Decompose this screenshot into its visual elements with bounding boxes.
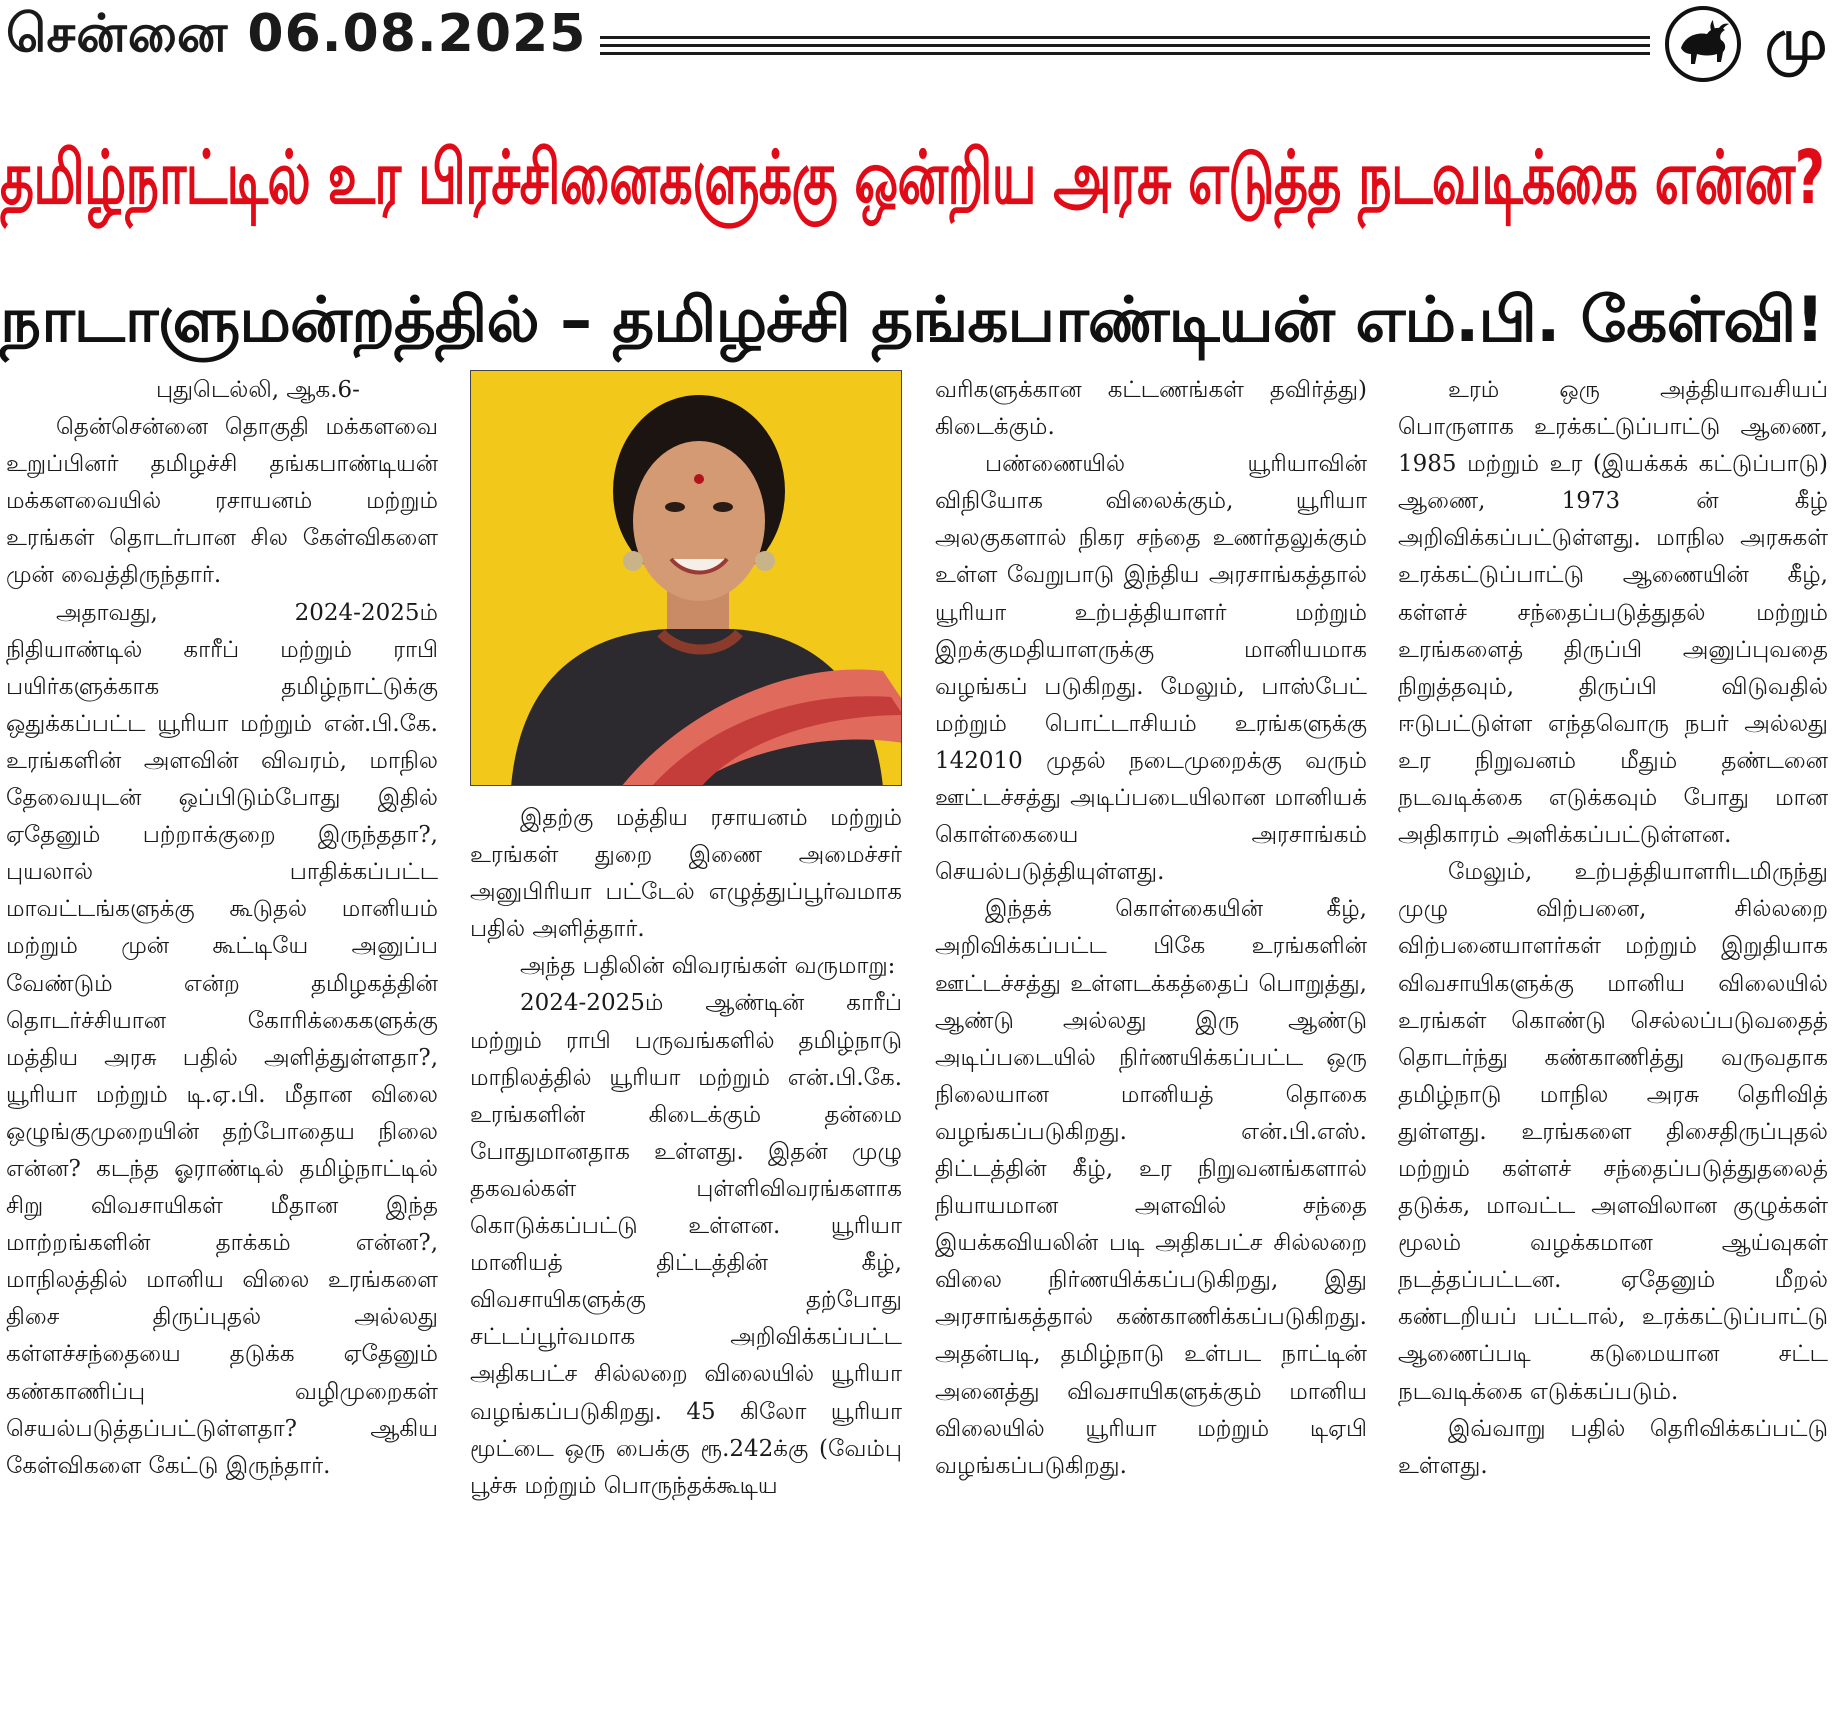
article-column-1 bbox=[6, 372, 438, 1485]
article-column-3 bbox=[935, 372, 1367, 1485]
masthead-rule bbox=[600, 52, 1650, 55]
masthead bbox=[0, 0, 1834, 96]
article-column-2 bbox=[470, 800, 902, 1505]
article-paragraph: இந்தக் கொள்கையின் கீழ், அறிவிக்கப்பட்ட பிகே உரங்களின் ஊட்டச்சத்து உள்ளடக்கத்தைப் பொறுத்து, ஆண்டு அல்லது இரு ஆண்டு அடிப்படையில் நிர்ணயிக்கப்பட்ட ஒரு நிலையான மானியத் தொகை வழங்கப்படுகிறது. என்.பி.எஸ். திட்டத்தின் கீழ், உர நிறுவனங்களால் நியாயமான அளவில் சந்தை இயக்கவியலின் படி அதிகபட்ச சில்லறை விலை நிர்ணயிக்கப்படுகிறது, இது அரசாங்கத்தால் கண்காணிக்கப்படுகிறது. அதன்படி, தமிழ்நாடு உள்பட நாட்டின் அனைத்து விவசாயிகளுக்கும் மானிய விலையில் யூரியா மற்றும் டிஏபி வழங்கப்படுகிறது. bbox=[935, 896, 1367, 1479]
main-headline: தமிழ்நாட்டில் உர பிரச்சினைகளுக்கு ஒன்றிய அரசு எடுத்த நடவடிக்கை என்ன? bbox=[0, 135, 1825, 221]
article-paragraph: தென்சென்னை தொகுதி மக்களவை உறுப்பினர் தமிழச்சி தங்கபாண்டியன் மக்களவையில் ரசாயனம் மற்றும் உரங்கள் தொடர்பான சில கேள்விகளை முன் வைத்திருந்தார். bbox=[6, 414, 438, 589]
article-dateline: புதுடெல்லி, ஆக.6- bbox=[156, 377, 360, 403]
article-paragraph: அதாவது, 2024-2025ம் நிதியாண்டில் காரீப் மற்றும் ராபி பயிர்களுக்காக தமிழ்நாட்டுக்கு ஒதுக்கப்பட்ட யூரியா மற்றும் என்.பி.கே. உரங்களின் அளவின் விவரம், மாநில தேவையுடன் ஒப்பிடும்போது இதில் ஏதேனும் பற்றாக்குறை இருந்ததா?, புயலால் பாதிக்கப்பட்ட மாவட்டங்களுக்கு கூடுதல் மானியம் மற்றும் முன் கூட்டியே அனுப்ப வேண்டும் என்ற தமிழகத்தின் தொடர்ச்சியான கோரிக்கைகளுக்கு மத்திய அரசு பதில் அளித்துள்ளதா?, யூரியா மற்றும் டி.ஏ.பி. மீதான விலை ஒழுங்குமுறையின் தற்போதைய நிலை என்ன? கடந்த ஓராண்டில் தமிழ்நாட்டில் சிறு விவசாயிகள் மீதான இந்த மாற்றங்களின் தாக்கம் என்ன?, மாநிலத்தில் மானிய விலை உரங்களை திசை திருப்புதல் அல்லது கள்ளச்சந்தையை தடுக்க ஏதேனும் கண்காணிப்பு வழிமுறைகள் செயல்படுத்தப்பட்டுள்ளதா? ஆகிய கேள்விகளை கேட்டு இருந்தார். bbox=[6, 599, 438, 1479]
article-paragraph: 2024-2025ம் ஆண்டின் காரீப் மற்றும் ராபி பருவங்களில் தமிழ்நாடு மாநிலத்தில் யூரியா மற்றும் என்.பி.கே. உரங்களின் கிடைக்கும் தன்மை போதுமானதாக உள்ளது. இதன் முழு தகவல்கள் புள்ளிவிவரங்களாக கொடுக்கப்பட்டு உள்ளன. யூரியா மானியத் திட்டத்தின் கீழ், விவசாயிகளுக்கு தற்போது சட்டப்பூர்வமாக அறிவிக்கப்பட்ட அதிகபட்ச சில்லறை விலையில் யூரியா வழங்கப்படுகிறது. 45 கிலோ யூரியா மூட்டை ஒரு பைக்கு ரூ.242க்கு (வேம்பு பூச்சு மற்றும் பொருந்தக்கூடிய bbox=[470, 990, 902, 1499]
sub-headline: நாடாளுமன்றத்தில் – தமிழச்சி தங்கபாண்டியன் எம்.பி. கேள்வி! bbox=[0, 283, 1824, 356]
article-paragraph: மேலும், உற்பத்தியாளரிடமிருந்து முழு விற்பனை, சில்லறை விற்பனையாளர்கள் மற்றும் இறுதியாக விவசாயிகளுக்கு மானிய விலையில் உரங்கள் கொண்டு செல்லப்படுவதைத் தொடர்ந்து கண்காணித்து வருவதாக தமிழ்நாடு மாநில அரசு தெரிவித் துள்ளது. உரங்களை திசைதிருப்புதல் மற்றும் கள்ளச் சந்தைப்படுத்துதலைத் தடுக்க, மாவட்ட அளவிலான குழுக்கள் மூலம் வழக்கமான ஆய்வுகள் நடத்தப்பட்டன. ஏதேனும் மீறல் கண்டறியப் பட்டால், உரக்கட்டுப்பாட்டு ஆணைப்படி கடுமையான சட்ட நடவடிக்கை எடுக்கப்படும். bbox=[1398, 859, 1828, 1405]
dateline: சென்னை 06.08.2025 bbox=[6, 4, 587, 64]
paper-name-initial: மு bbox=[1765, 8, 1828, 73]
article-paragraph: இவ்வாறு பதில் தெரிவிக்கப்பட்டு உள்ளது. bbox=[1398, 1415, 1828, 1479]
article-paragraph: உரம் ஒரு அத்தியாவசியப் பொருளாக உரக்கட்டுப்பாட்டு ஆணை, 1985 மற்றும் உர (இயக்கக் கட்டுப்பாடு) ஆணை, 1973 ன் கீழ் அறிவிக்கப்பட்டுள்ளது. மாநில அரசுகள் உரக்கட்டுப்பாட்டு ஆணையின் கீழ், கள்ளச் சந்தைப்படுத்துதல் மற்றும் உரங்களைத் திருப்பி அனுப்புவதை நிறுத்தவும், திருப்பி விடுவதில் ஈடுபட்டுள்ள எந்தவொரு நபர் அல்லது உர நிறுவனம் மீதும் தண்டனை நடவடிக்கை எடுக்கவும் போது மான அதிகாரம் அளிக்கப்பட்டுள்ளன. bbox=[1398, 377, 1828, 849]
masthead-rule bbox=[600, 36, 1650, 39]
article-paragraph: அந்த பதிலின் விவரங்கள் வருமாறு: bbox=[520, 953, 896, 980]
article-column-4 bbox=[1398, 372, 1828, 1485]
bull-icon bbox=[1665, 6, 1741, 82]
article-paragraph: பண்ணையில் யூரியாவின் விநியோக விலைக்கும், யூரியா அலகுகளால் நிகர சந்தை உணர்தலுக்கும் உள்ள வேறுபாடு இந்திய அரசாங்கத்தால் யூரியா உற்பத்தியாளர் மற்றும் இறக்குமதியாளருக்கு மானியமாக வழங்கப் படுகிறது. மேலும், பாஸ்பேட் மற்றும் பொட்டாசியம் உரங்களுக்கு 142010 முதல் நடைமுறைக்கு வரும் ஊட்டச்சத்து அடிப்படையிலான மானியக் கொள்கையை அரசாங்கம் செயல்படுத்தியுள்ளது. bbox=[935, 451, 1367, 886]
article-paragraph: வரிகளுக்கான கட்டணங்கள் தவிர்த்து) கிடைக்கும். bbox=[935, 377, 1367, 441]
masthead-rule bbox=[600, 44, 1650, 47]
article-paragraph: இதற்கு மத்திய ரசாயனம் மற்றும் உரங்கள் துறை இணை அமைச்சர் அனுபிரியா பட்டேல் எழுத்துப்பூர்வமாக பதில் அளித்தார். bbox=[470, 805, 902, 943]
mp-portrait-photo bbox=[470, 370, 902, 786]
